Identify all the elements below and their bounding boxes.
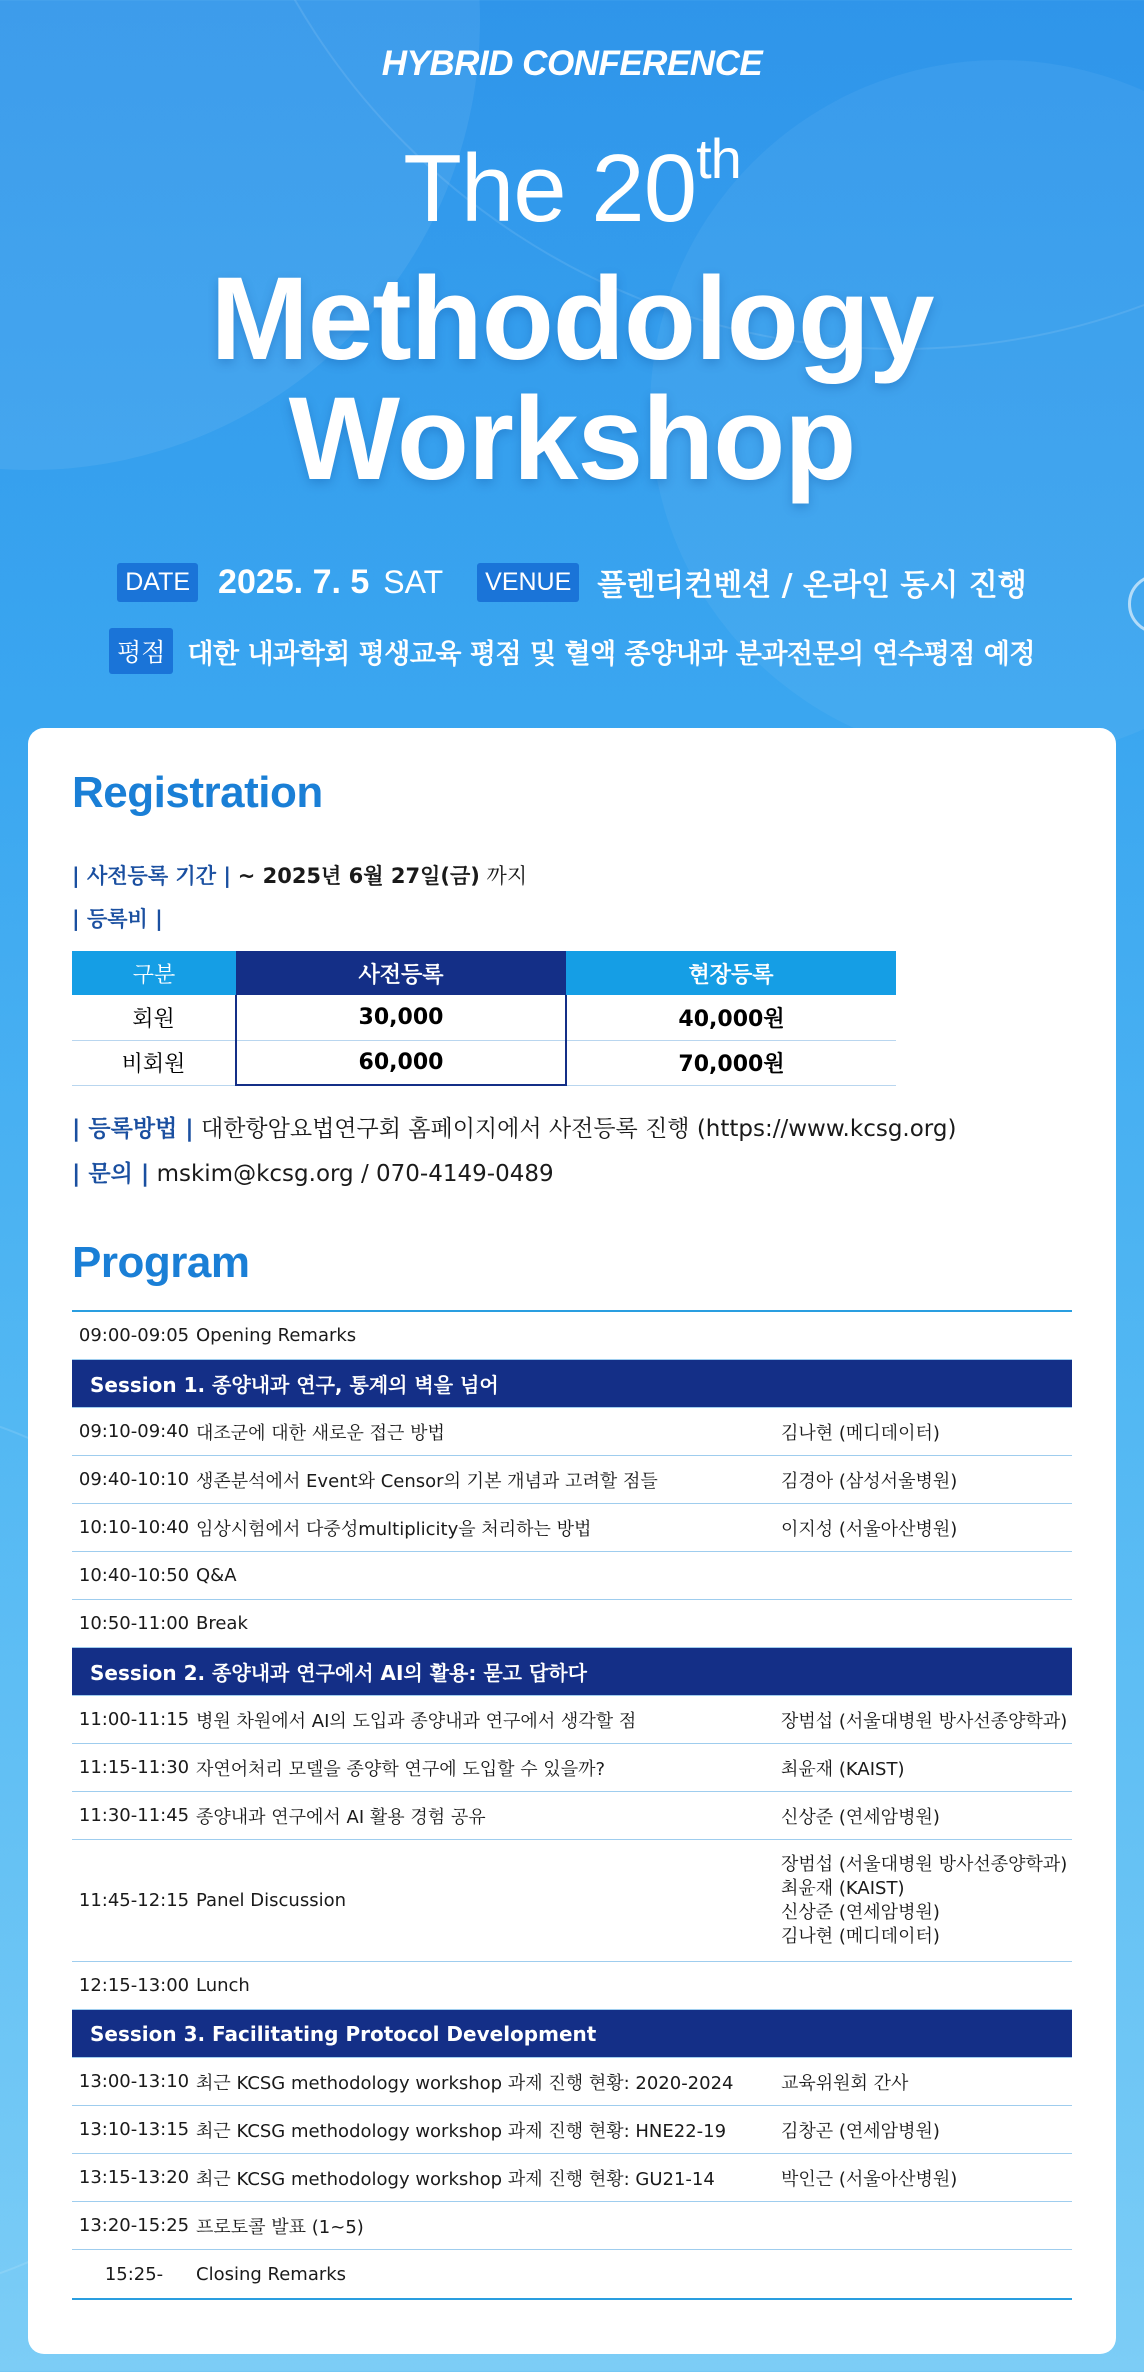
program-speaker: 교육위원회 간사	[781, 2072, 909, 2094]
contact-label: | 문의 |	[72, 1161, 150, 1187]
program-row	[72, 1962, 1072, 2010]
program-row	[72, 1696, 1072, 1744]
program-item-title: 프로토콜 발표 (1~5)	[196, 2216, 364, 2238]
registration-method	[72, 1110, 956, 1143]
fee-cell: 60,000	[236, 1040, 566, 1085]
fee-row-nonmember	[72, 1040, 896, 1085]
credit-text: 대한 내과학회 평생교육 평점 및 혈액 종양내과 분과전문의 연수평점 예정	[187, 638, 1035, 670]
program-item-title: 최근 KCSG methodology workshop 과제 진행 현황: GU21-14	[196, 2168, 715, 2190]
program-time: 15:25-	[104, 2263, 164, 2285]
program-speaker: 김나현 (메디데이터)	[781, 1422, 940, 1444]
program-item-title: 생존분석에서 Event와 Censor의 기본 개념과 고려할 점들	[196, 1470, 658, 1492]
edition-number: The 20	[403, 135, 697, 242]
title-line-1: Methodology	[210, 253, 934, 385]
fee-header-category: 구분	[72, 951, 236, 995]
contact-info	[72, 1155, 554, 1188]
program-row	[72, 1600, 1072, 1648]
program-time: 11:45-12:15	[78, 1890, 190, 1911]
credit-tag: 평점	[109, 628, 173, 674]
program-item-title: 임상시험에서 다중성multiplicity을 처리하는 방법	[196, 1518, 592, 1540]
program-speaker: 이지성 (서울아산병원)	[781, 1518, 958, 1540]
program-speaker: 박인근 (서울아산병원)	[781, 2168, 958, 2190]
program-time: 13:20-15:25	[78, 2215, 190, 2236]
session-header: Session 1. 종양내과 연구, 통계의 벽을 넘어	[72, 1360, 1072, 1408]
date-tag: DATE	[117, 563, 198, 602]
title-line-2: Workshop	[288, 373, 856, 505]
program-item-title: 종양내과 연구에서 AI 활용 경험 공유	[196, 1806, 486, 1828]
program-time: 09:10-09:40	[78, 1421, 190, 1442]
program-row	[72, 1792, 1072, 1840]
edition-heading	[0, 127, 1144, 244]
date-venue-row	[0, 560, 1144, 604]
program-time: 11:00-11:15	[78, 1709, 190, 1730]
conference-kicker: HYBRID CONFERENCE	[381, 44, 763, 83]
program-row-panel	[72, 1840, 1072, 1962]
program-item-title: 대조군에 대한 새로운 접근 방법	[196, 1422, 445, 1444]
program-item-title: Opening Remarks	[196, 1325, 357, 1346]
program-row	[72, 1504, 1072, 1552]
contact-value: mskim@kcsg.org / 070-4149-0489	[156, 1161, 554, 1187]
period-suffix: 까지	[486, 864, 528, 888]
ordinal-suffix: th	[696, 127, 741, 190]
program-item-title: Lunch	[196, 1975, 250, 1996]
program-speaker: 김경아 (삼성서울병원)	[781, 1470, 958, 1492]
program-time: 10:40-10:50	[78, 1565, 190, 1586]
program-time: 10:10-10:40	[78, 1517, 190, 1538]
program-item-title: 병원 차원에서 AI의 도입과 종양내과 연구에서 생각할 점	[196, 1710, 637, 1732]
session-header: Session 3. Facilitating Protocol Development	[72, 2010, 1072, 2058]
program-row	[72, 1312, 1072, 1360]
program-row	[72, 2250, 1072, 2298]
program-row	[72, 2202, 1072, 2250]
fee-cell: 70,000원	[566, 1040, 896, 1085]
content-card	[28, 728, 1116, 2354]
program-item-title: Closing Remarks	[196, 2263, 347, 2285]
event-venue: 플렌티컨벤션 / 온라인 동시 진행	[597, 568, 1027, 603]
period-value: ~ 2025년 6월 27일(금)	[237, 864, 480, 888]
panel-speaker: 김나현 (메디데이터)	[781, 1925, 940, 1947]
session-header: Session 2. 종양내과 연구에서 AI의 활용: 묻고 답하다	[72, 1648, 1072, 1696]
program-speaker: 김창곤 (연세암병원)	[781, 2120, 940, 2142]
program-row	[72, 1744, 1072, 1792]
program-time: 13:10-13:15	[78, 2119, 190, 2140]
event-date: 2025. 7. 5	[218, 562, 370, 601]
method-value: 대한항암요법연구회 홈페이지에서 사전등록 진행 (https://www.kcsg.org)	[201, 1116, 957, 1142]
program-time: 13:15-13:20	[78, 2167, 190, 2188]
program-time: 09:00-09:05	[78, 1325, 190, 1346]
fee-header-preregistration: 사전등록	[236, 951, 566, 995]
venue-tag: VENUE	[477, 563, 579, 602]
program-row	[72, 1552, 1072, 1600]
fee-label: | 등록비 |	[72, 907, 163, 931]
fee-table	[72, 951, 896, 1086]
program-item-title: 최근 KCSG methodology workshop 과제 진행 현황: 2020-2024	[196, 2072, 734, 2094]
credit-row	[0, 628, 1144, 674]
program-time: 11:30-11:45	[78, 1805, 190, 1826]
fee-cell: 비회원	[72, 1040, 236, 1085]
method-label: | 등록방법 |	[72, 1116, 194, 1142]
program-row	[72, 2058, 1072, 2106]
program-title: Program	[72, 1238, 250, 1287]
program-time: 10:50-11:00	[78, 1613, 190, 1634]
event-day: SAT	[383, 563, 444, 600]
program-table	[72, 1310, 1072, 2300]
panel-speaker: 최윤재 (KAIST)	[781, 1877, 905, 1899]
program-speaker: 장범섭 (서울대병원 방사선종양학과)	[781, 1710, 1068, 1732]
program-item-title: Break	[196, 1613, 248, 1634]
program-time: 13:00-13:10	[78, 2071, 190, 2092]
program-row	[72, 1456, 1072, 1504]
program-item-title: Panel Discussion	[196, 1890, 347, 1911]
program-row	[72, 2154, 1072, 2202]
registration-title: Registration	[72, 768, 323, 817]
fee-heading	[72, 903, 163, 933]
program-speaker: 최윤재 (KAIST)	[781, 1758, 905, 1780]
program-item-title: 자연어처리 모델을 종양학 연구에 도입할 수 있을까?	[196, 1758, 606, 1780]
program-time: 09:40-10:10	[78, 1469, 190, 1490]
program-row	[72, 2106, 1072, 2154]
hero-header	[0, 0, 1144, 720]
fee-cell: 40,000원	[566, 995, 896, 1040]
program-row	[72, 1408, 1072, 1456]
panel-speakers	[781, 1853, 1072, 1949]
fee-cell: 30,000	[236, 995, 566, 1040]
registration-period	[72, 860, 527, 890]
fee-cell: 회원	[72, 995, 236, 1040]
panel-speaker: 장범섭 (서울대병원 방사선종양학과)	[781, 1853, 1068, 1875]
period-label: | 사전등록 기간 |	[72, 864, 231, 888]
program-speaker: 신상준 (연세암병원)	[781, 1806, 940, 1828]
panel-speaker: 신상준 (연세암병원)	[781, 1901, 940, 1923]
program-item-title: Q&A	[196, 1565, 237, 1586]
fee-row-member	[72, 995, 896, 1040]
program-time: 11:15-11:30	[78, 1757, 190, 1778]
program-time: 12:15-13:00	[78, 1975, 190, 1996]
fee-header-onsite: 현장등록	[566, 951, 896, 995]
program-item-title: 최근 KCSG methodology workshop 과제 진행 현황: HNE22-19	[196, 2120, 727, 2142]
